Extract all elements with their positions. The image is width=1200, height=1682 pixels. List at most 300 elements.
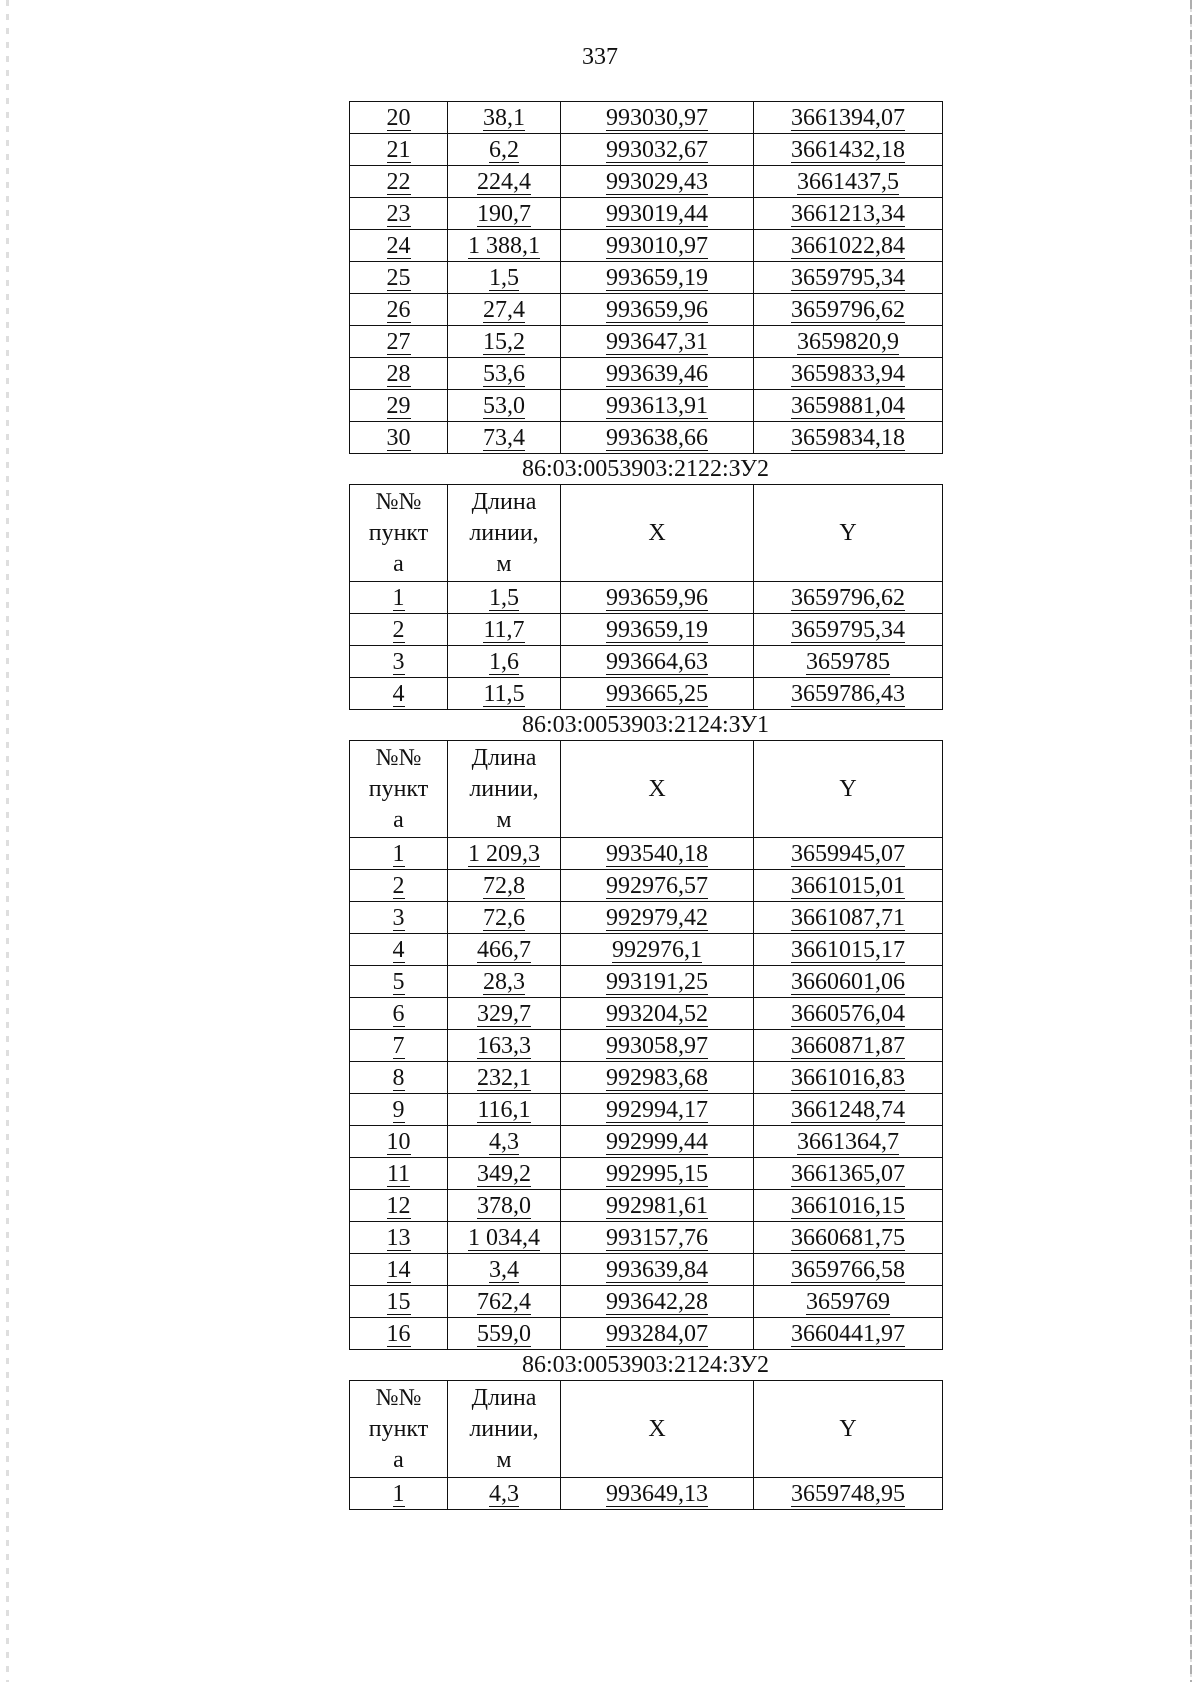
line-length-cell-value: 190,7 bbox=[477, 200, 531, 227]
x-coordinate-cell-value: 992981,61 bbox=[606, 1192, 708, 1219]
line-length-cell-value: 1,5 bbox=[489, 584, 519, 611]
point-number-cell bbox=[350, 614, 448, 646]
line-length-cell bbox=[448, 966, 561, 998]
x-coordinate-cell-value: 993032,67 bbox=[606, 136, 708, 163]
point-number-cell-value: 29 bbox=[386, 392, 411, 419]
line-length-cell bbox=[448, 870, 561, 902]
point-number-cell bbox=[350, 1254, 448, 1286]
header-x bbox=[561, 485, 754, 582]
line-length-cell bbox=[448, 294, 561, 326]
point-number-cell bbox=[350, 902, 448, 934]
table-row bbox=[350, 1478, 943, 1510]
x-coordinate-cell-value: 993639,46 bbox=[606, 360, 708, 387]
x-coordinate-cell bbox=[561, 1286, 754, 1318]
x-coordinate-cell-value: 993284,07 bbox=[606, 1320, 708, 1347]
y-coordinate-cell-value: 3660601,06 bbox=[791, 968, 905, 995]
table-row bbox=[350, 134, 943, 166]
header-point-number-line-3: а bbox=[393, 550, 404, 577]
header-line-length bbox=[448, 485, 561, 582]
y-coordinate-cell bbox=[754, 1190, 943, 1222]
point-number-cell-value: 5 bbox=[392, 968, 405, 995]
header-point-number-line-2: пункт bbox=[368, 519, 429, 546]
y-coordinate-cell bbox=[754, 1318, 943, 1350]
y-coordinate-cell bbox=[754, 1158, 943, 1190]
x-coordinate-cell bbox=[561, 390, 754, 422]
header-x-line-1: X bbox=[648, 1415, 666, 1442]
y-coordinate-cell bbox=[754, 422, 943, 454]
table-row bbox=[350, 870, 943, 902]
line-length-cell-value: 4,3 bbox=[489, 1480, 519, 1507]
point-number-cell bbox=[350, 1286, 448, 1318]
line-length-cell bbox=[448, 1478, 561, 1510]
header-point-number-line-2: пункт bbox=[368, 1415, 429, 1442]
point-number-cell bbox=[350, 646, 448, 678]
table-row bbox=[350, 102, 943, 134]
x-coordinate-cell bbox=[561, 1030, 754, 1062]
header-y-line-1: Y bbox=[839, 519, 857, 546]
x-coordinate-cell-value: 993659,19 bbox=[606, 616, 708, 643]
y-coordinate-cell-value: 3661016,15 bbox=[791, 1192, 905, 1219]
header-line-length-line-2: линии, bbox=[469, 775, 539, 802]
y-coordinate-cell-value: 3661016,83 bbox=[791, 1064, 905, 1091]
x-coordinate-cell bbox=[561, 838, 754, 870]
y-coordinate-cell-value: 3659769 bbox=[806, 1288, 890, 1315]
point-number-cell-value: 15 bbox=[386, 1288, 411, 1315]
header-point-number-line-1: №№ bbox=[375, 744, 422, 771]
y-coordinate-cell bbox=[754, 614, 943, 646]
line-length-cell-value: 73,4 bbox=[483, 424, 525, 451]
y-coordinate-cell-value: 3661015,01 bbox=[791, 872, 905, 899]
line-length-cell-value: 559,0 bbox=[477, 1320, 531, 1347]
y-coordinate-cell-value: 3659834,18 bbox=[791, 424, 905, 451]
x-coordinate-cell bbox=[561, 614, 754, 646]
x-coordinate-cell bbox=[561, 294, 754, 326]
x-coordinate-cell-value: 993157,76 bbox=[606, 1224, 708, 1251]
line-length-cell bbox=[448, 902, 561, 934]
line-length-cell bbox=[448, 934, 561, 966]
header-y-line-1: Y bbox=[839, 775, 857, 802]
x-coordinate-cell-value: 992976,57 bbox=[606, 872, 708, 899]
point-number-cell-value: 4 bbox=[392, 936, 405, 963]
table-row bbox=[350, 614, 943, 646]
x-coordinate-cell-value: 993204,52 bbox=[606, 1000, 708, 1027]
line-length-cell-value: 72,6 bbox=[483, 904, 525, 931]
table-row bbox=[350, 902, 943, 934]
line-length-cell-value: 163,3 bbox=[477, 1032, 531, 1059]
line-length-cell bbox=[448, 1126, 561, 1158]
x-coordinate-cell-value: 993642,28 bbox=[606, 1288, 708, 1315]
point-number-cell bbox=[350, 230, 448, 262]
table-row bbox=[350, 582, 943, 614]
point-number-cell bbox=[350, 1478, 448, 1510]
header-point-number bbox=[350, 1381, 448, 1478]
table-row bbox=[350, 1094, 943, 1126]
table-row bbox=[350, 966, 943, 998]
x-coordinate-cell bbox=[561, 198, 754, 230]
line-length-cell-value: 466,7 bbox=[477, 936, 531, 963]
point-number-cell-value: 30 bbox=[386, 424, 411, 451]
line-length-cell bbox=[448, 198, 561, 230]
x-coordinate-cell-value: 993029,43 bbox=[606, 168, 708, 195]
x-coordinate-cell-value: 992995,15 bbox=[606, 1160, 708, 1187]
y-coordinate-cell bbox=[754, 838, 943, 870]
line-length-cell-value: 232,1 bbox=[477, 1064, 531, 1091]
section-title: 86:03:0053903:2122:ЗУ2 bbox=[521, 456, 770, 482]
x-coordinate-cell-value: 993659,96 bbox=[606, 584, 708, 611]
point-number-cell-value: 14 bbox=[386, 1256, 411, 1283]
point-number-cell-value: 1 bbox=[392, 840, 405, 867]
table-row bbox=[350, 1126, 943, 1158]
header-point-number-line-2: пункт bbox=[368, 775, 429, 802]
point-number-cell bbox=[350, 134, 448, 166]
point-number-cell-value: 13 bbox=[386, 1224, 411, 1251]
point-number-cell-value: 8 bbox=[392, 1064, 405, 1091]
y-coordinate-cell-value: 3661248,74 bbox=[791, 1096, 905, 1123]
point-number-cell-value: 7 bbox=[392, 1032, 405, 1059]
x-coordinate-cell bbox=[561, 1254, 754, 1286]
header-y bbox=[754, 1381, 943, 1478]
point-number-cell bbox=[350, 1126, 448, 1158]
line-length-cell-value: 1,6 bbox=[489, 648, 519, 675]
point-number-cell-value: 2 bbox=[392, 872, 405, 899]
line-length-cell-value: 28,3 bbox=[483, 968, 525, 995]
y-coordinate-cell-value: 3660681,75 bbox=[791, 1224, 905, 1251]
y-coordinate-cell bbox=[754, 134, 943, 166]
point-number-cell-value: 16 bbox=[386, 1320, 411, 1347]
table-row bbox=[350, 198, 943, 230]
section-title: 86:03:0053903:2124:ЗУ1 bbox=[521, 712, 770, 738]
header-point-number-line-1: №№ bbox=[375, 488, 422, 515]
point-number-cell bbox=[350, 1190, 448, 1222]
y-coordinate-cell-value: 3661015,17 bbox=[791, 936, 905, 963]
point-number-cell bbox=[350, 358, 448, 390]
point-number-cell bbox=[350, 390, 448, 422]
point-number-cell bbox=[350, 1030, 448, 1062]
table-row bbox=[350, 646, 943, 678]
coordinates-table-continued bbox=[349, 101, 943, 454]
x-coordinate-cell bbox=[561, 934, 754, 966]
line-length-cell bbox=[448, 646, 561, 678]
line-length-cell bbox=[448, 1222, 561, 1254]
table-row bbox=[350, 934, 943, 966]
table-row bbox=[350, 390, 943, 422]
line-length-cell bbox=[448, 102, 561, 134]
point-number-cell bbox=[350, 166, 448, 198]
x-coordinate-cell bbox=[561, 902, 754, 934]
line-length-cell bbox=[448, 998, 561, 1030]
line-length-cell-value: 378,0 bbox=[477, 1192, 531, 1219]
x-coordinate-cell bbox=[561, 1190, 754, 1222]
x-coordinate-cell-value: 993030,97 bbox=[606, 104, 708, 131]
y-coordinate-cell bbox=[754, 966, 943, 998]
header-y bbox=[754, 741, 943, 838]
point-number-cell bbox=[350, 1158, 448, 1190]
line-length-cell-value: 116,1 bbox=[477, 1096, 531, 1123]
line-length-cell bbox=[448, 614, 561, 646]
header-line-length bbox=[448, 1381, 561, 1478]
section-coordinates-table bbox=[349, 484, 943, 710]
y-coordinate-cell-value: 3659748,95 bbox=[791, 1480, 905, 1507]
x-coordinate-cell bbox=[561, 422, 754, 454]
x-coordinate-cell bbox=[561, 358, 754, 390]
y-coordinate-cell-value: 3659785 bbox=[806, 648, 890, 675]
point-number-cell-value: 9 bbox=[392, 1096, 405, 1123]
x-coordinate-cell-value: 992999,44 bbox=[606, 1128, 708, 1155]
y-coordinate-cell-value: 3659786,43 bbox=[791, 680, 905, 707]
x-coordinate-cell-value: 993613,91 bbox=[606, 392, 708, 419]
header-row bbox=[350, 741, 943, 838]
y-coordinate-cell bbox=[754, 678, 943, 710]
table-row bbox=[350, 262, 943, 294]
x-coordinate-cell bbox=[561, 582, 754, 614]
line-length-cell bbox=[448, 1158, 561, 1190]
x-coordinate-cell bbox=[561, 966, 754, 998]
y-coordinate-cell bbox=[754, 1030, 943, 1062]
x-coordinate-cell-value: 993659,19 bbox=[606, 264, 708, 291]
point-number-cell-value: 23 bbox=[386, 200, 411, 227]
line-length-cell-value: 762,4 bbox=[477, 1288, 531, 1315]
header-line-length-line-1: Длина bbox=[471, 488, 537, 515]
line-length-cell bbox=[448, 678, 561, 710]
line-length-cell-value: 6,2 bbox=[489, 136, 519, 163]
line-length-cell bbox=[448, 1286, 561, 1318]
x-coordinate-cell bbox=[561, 1318, 754, 1350]
header-point-number-line-1: №№ bbox=[375, 1384, 422, 1411]
line-length-cell bbox=[448, 838, 561, 870]
y-coordinate-cell bbox=[754, 582, 943, 614]
header-x-line-1: X bbox=[648, 775, 666, 802]
point-number-cell-value: 26 bbox=[386, 296, 411, 323]
y-coordinate-cell-value: 3659796,62 bbox=[791, 584, 905, 611]
line-length-cell-value: 1,5 bbox=[489, 264, 519, 291]
point-number-cell-value: 12 bbox=[386, 1192, 411, 1219]
x-coordinate-cell-value: 993659,96 bbox=[606, 296, 708, 323]
line-length-cell bbox=[448, 1190, 561, 1222]
x-coordinate-cell-value: 993540,18 bbox=[606, 840, 708, 867]
x-coordinate-cell-value: 993191,25 bbox=[606, 968, 708, 995]
table-row bbox=[350, 166, 943, 198]
y-coordinate-cell bbox=[754, 262, 943, 294]
point-number-cell-value: 20 bbox=[386, 104, 411, 131]
line-length-cell bbox=[448, 326, 561, 358]
x-coordinate-cell bbox=[561, 1158, 754, 1190]
x-coordinate-cell bbox=[561, 1062, 754, 1094]
header-point-number bbox=[350, 485, 448, 582]
header-x-line-1: X bbox=[648, 519, 666, 546]
y-coordinate-cell bbox=[754, 1286, 943, 1318]
x-coordinate-cell-value: 992983,68 bbox=[606, 1064, 708, 1091]
line-length-cell bbox=[448, 358, 561, 390]
x-coordinate-cell-value: 993639,84 bbox=[606, 1256, 708, 1283]
scan-edge-left bbox=[6, 0, 9, 1682]
y-coordinate-cell bbox=[754, 390, 943, 422]
y-coordinate-cell-value: 3661364,7 bbox=[797, 1128, 899, 1155]
point-number-cell-value: 25 bbox=[386, 264, 411, 291]
line-length-cell bbox=[448, 1094, 561, 1126]
point-number-cell bbox=[350, 1318, 448, 1350]
y-coordinate-cell bbox=[754, 998, 943, 1030]
x-coordinate-cell bbox=[561, 262, 754, 294]
y-coordinate-cell bbox=[754, 902, 943, 934]
table-row bbox=[350, 678, 943, 710]
line-length-cell bbox=[448, 422, 561, 454]
coordinates-table-body bbox=[350, 1478, 943, 1510]
point-number-cell-value: 6 bbox=[392, 1000, 405, 1027]
line-length-cell-value: 329,7 bbox=[477, 1000, 531, 1027]
table-header bbox=[350, 741, 943, 838]
header-line-length-line-1: Длина bbox=[471, 744, 537, 771]
point-number-cell bbox=[350, 326, 448, 358]
x-coordinate-cell bbox=[561, 166, 754, 198]
plot-sections bbox=[349, 454, 942, 1510]
x-coordinate-cell-value: 993665,25 bbox=[606, 680, 708, 707]
point-number-cell-value: 22 bbox=[386, 168, 411, 195]
header-line-length-line-3: м bbox=[496, 806, 512, 833]
point-number-cell bbox=[350, 102, 448, 134]
header-line-length bbox=[448, 741, 561, 838]
y-coordinate-cell-value: 3661213,34 bbox=[791, 200, 905, 227]
y-coordinate-cell bbox=[754, 1254, 943, 1286]
section-coordinates-table bbox=[349, 740, 943, 1350]
y-coordinate-cell-value: 3659881,04 bbox=[791, 392, 905, 419]
header-row bbox=[350, 1381, 943, 1478]
x-coordinate-cell bbox=[561, 1222, 754, 1254]
y-coordinate-cell-value: 3659766,58 bbox=[791, 1256, 905, 1283]
y-coordinate-cell bbox=[754, 102, 943, 134]
point-number-cell bbox=[350, 294, 448, 326]
x-coordinate-cell-value: 992976,1 bbox=[612, 936, 702, 963]
x-coordinate-cell-value: 993638,66 bbox=[606, 424, 708, 451]
line-length-cell-value: 349,2 bbox=[477, 1160, 531, 1187]
y-coordinate-cell bbox=[754, 1062, 943, 1094]
header-line-length-line-3: м bbox=[496, 550, 512, 577]
y-coordinate-cell bbox=[754, 294, 943, 326]
table-row bbox=[350, 422, 943, 454]
point-number-cell bbox=[350, 582, 448, 614]
table-row bbox=[350, 326, 943, 358]
header-point-number bbox=[350, 741, 448, 838]
point-number-cell bbox=[350, 262, 448, 294]
table-row bbox=[350, 1030, 943, 1062]
x-coordinate-cell bbox=[561, 134, 754, 166]
table-row bbox=[350, 358, 943, 390]
x-coordinate-cell bbox=[561, 326, 754, 358]
y-coordinate-cell-value: 3659820,9 bbox=[797, 328, 899, 355]
table-row bbox=[350, 998, 943, 1030]
header-point-number-line-3: а bbox=[393, 806, 404, 833]
table-row bbox=[350, 1062, 943, 1094]
header-row bbox=[350, 485, 943, 582]
point-number-cell bbox=[350, 1062, 448, 1094]
header-x bbox=[561, 1381, 754, 1478]
header-y-line-1: Y bbox=[839, 1415, 857, 1442]
y-coordinate-cell bbox=[754, 230, 943, 262]
y-coordinate-cell-value: 3661087,71 bbox=[791, 904, 905, 931]
point-number-cell-value: 24 bbox=[386, 232, 411, 259]
table-row bbox=[350, 1254, 943, 1286]
scan-edge-right bbox=[1190, 0, 1192, 1682]
point-number-cell bbox=[350, 678, 448, 710]
y-coordinate-cell bbox=[754, 1222, 943, 1254]
y-coordinate-cell-value: 3659833,94 bbox=[791, 360, 905, 387]
y-coordinate-cell-value: 3661432,18 bbox=[791, 136, 905, 163]
x-coordinate-cell-value: 993647,31 bbox=[606, 328, 708, 355]
line-length-cell-value: 224,4 bbox=[477, 168, 531, 195]
y-coordinate-cell bbox=[754, 1478, 943, 1510]
y-coordinate-cell-value: 3660871,87 bbox=[791, 1032, 905, 1059]
line-length-cell-value: 3,4 bbox=[489, 1256, 519, 1283]
x-coordinate-cell bbox=[561, 1094, 754, 1126]
header-line-length-line-1: Длина bbox=[471, 1384, 537, 1411]
y-coordinate-cell-value: 3660576,04 bbox=[791, 1000, 905, 1027]
line-length-cell-value: 4,3 bbox=[489, 1128, 519, 1155]
line-length-cell-value: 1 034,4 bbox=[468, 1224, 540, 1251]
x-coordinate-cell-value: 993058,97 bbox=[606, 1032, 708, 1059]
header-line-length-line-2: линии, bbox=[469, 519, 539, 546]
line-length-cell-value: 1 388,1 bbox=[468, 232, 540, 259]
line-length-cell-value: 38,1 bbox=[483, 104, 525, 131]
y-coordinate-cell bbox=[754, 646, 943, 678]
point-number-cell-value: 4 bbox=[392, 680, 405, 707]
line-length-cell bbox=[448, 390, 561, 422]
point-number-cell-value: 28 bbox=[386, 360, 411, 387]
line-length-cell bbox=[448, 134, 561, 166]
document-body bbox=[349, 101, 942, 1510]
x-coordinate-cell-value: 993019,44 bbox=[606, 200, 708, 227]
table-row bbox=[350, 1318, 943, 1350]
y-coordinate-cell bbox=[754, 326, 943, 358]
table-row bbox=[350, 838, 943, 870]
x-coordinate-cell bbox=[561, 230, 754, 262]
y-coordinate-cell bbox=[754, 870, 943, 902]
section-coordinates-table bbox=[349, 1380, 943, 1510]
line-length-cell-value: 53,0 bbox=[483, 392, 525, 419]
x-coordinate-cell bbox=[561, 1126, 754, 1158]
y-coordinate-cell bbox=[754, 934, 943, 966]
x-coordinate-cell bbox=[561, 678, 754, 710]
point-number-cell bbox=[350, 422, 448, 454]
point-number-cell bbox=[350, 934, 448, 966]
y-coordinate-cell bbox=[754, 1126, 943, 1158]
line-length-cell-value: 11,7 bbox=[483, 616, 525, 643]
point-number-cell-value: 3 bbox=[392, 904, 405, 931]
x-coordinate-cell-value: 992994,17 bbox=[606, 1096, 708, 1123]
line-length-cell bbox=[448, 582, 561, 614]
y-coordinate-cell-value: 3661437,5 bbox=[797, 168, 899, 195]
table-row bbox=[350, 230, 943, 262]
line-length-cell bbox=[448, 1318, 561, 1350]
line-length-cell-value: 15,2 bbox=[483, 328, 525, 355]
header-point-number-line-3: а bbox=[393, 1446, 404, 1473]
point-number-cell-value: 1 bbox=[392, 584, 405, 611]
point-number-cell bbox=[350, 1094, 448, 1126]
y-coordinate-cell-value: 3661022,84 bbox=[791, 232, 905, 259]
point-number-cell-value: 11 bbox=[386, 1160, 411, 1187]
y-coordinate-cell bbox=[754, 166, 943, 198]
y-coordinate-cell-value: 3661365,07 bbox=[791, 1160, 905, 1187]
point-number-cell bbox=[350, 1222, 448, 1254]
y-coordinate-cell-value: 3659795,34 bbox=[791, 616, 905, 643]
line-length-cell bbox=[448, 262, 561, 294]
line-length-cell-value: 53,6 bbox=[483, 360, 525, 387]
y-coordinate-cell-value: 3660441,97 bbox=[791, 1320, 905, 1347]
y-coordinate-cell-value: 3659945,07 bbox=[791, 840, 905, 867]
x-coordinate-cell-value: 992979,42 bbox=[606, 904, 708, 931]
x-coordinate-cell-value: 993649,13 bbox=[606, 1480, 708, 1507]
point-number-cell bbox=[350, 838, 448, 870]
x-coordinate-cell-value: 993664,63 bbox=[606, 648, 708, 675]
table-header bbox=[350, 485, 943, 582]
